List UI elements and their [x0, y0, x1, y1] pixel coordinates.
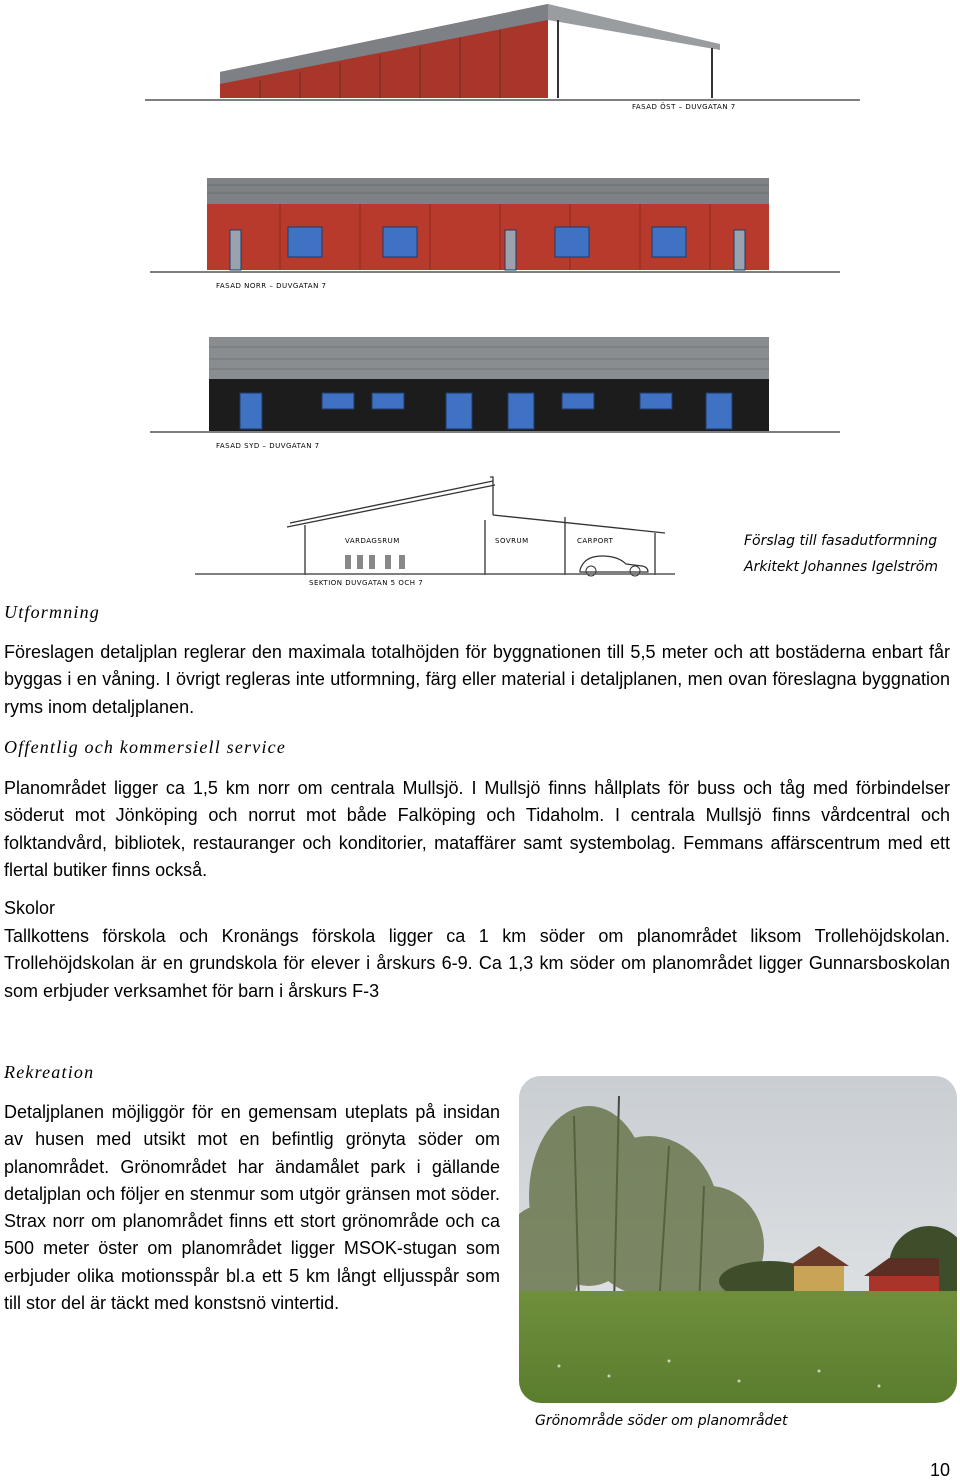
- paragraph-utformning: Föreslagen detaljplan reglerar den maximala totalhöjden för byggnationen till 5,5 meter och att bostäderna enbart får byggas i en våning. I övrigt regleras inte utformning, färg eller material i detaljplanen, men ovan föreslagna byggnation ryms inom detaljplanen.: [4, 642, 950, 717]
- facade-east-drawing: [140, 0, 880, 118]
- heading-rekreation: Rekreation: [4, 1062, 95, 1082]
- section-caption: SEKTION DUVGATAN 5 OCH 7: [309, 579, 424, 587]
- facade-north-drawing: [150, 175, 840, 295]
- paragraph-rekreation: Detaljplanen möjliggör för en gemensam uteplats på insidan av husen med utsikt mot en befintlig grönyta söder om planområdet. Grönområdet har ändamålet park i gällande detaljplan och följer en stenmur som utgör gränsen mot söder. Strax norr om planområdet finns ett stort grönområde och ca 500 meter öster om planområdet ligger MSOK-stugan som erbjuder olika motionsspår bl.a ett 5 km långt elljusspår som till stor del är täckt med konstsnö vintertid.: [4, 1102, 500, 1314]
- paragraph-service: Planområdet ligger ca 1,5 km norr om centrala Mullsjö. I Mullsjö finns hållplats för buss och tåg med förbindelser söderut mot Jönköping och norrut mot både Falköping och Tidaholm. I centrala Mullsjö finns vårdcentral och folktandvård, bibliotek, restauranger och konditorier, mataffärer samt systembolag. Femmans affärscentrum med ett flertal butiker finns också.: [4, 778, 950, 880]
- section-room-living: VARDAGSRUM: [345, 537, 400, 545]
- facade-east-caption: FASAD ÖST – DUVGATAN 7: [632, 103, 736, 111]
- facade-south-drawing: [150, 335, 840, 455]
- page-number: 10: [929, 1460, 950, 1480]
- heading-skolor: Skolor: [4, 898, 56, 918]
- photo-caption: Grönområde söder om planområdet: [535, 1413, 788, 1429]
- green-area-photo: [519, 1076, 957, 1403]
- facade-north-caption: FASAD NORR – DUVGATAN 7: [216, 282, 327, 290]
- section-room-bedroom: SOVRUM: [495, 537, 529, 545]
- heading-utformning: Utformning: [4, 602, 101, 622]
- drawing-credit: [744, 528, 938, 580]
- facade-south-caption: FASAD SYD – DUVGATAN 7: [216, 442, 320, 450]
- credit-line-2: Arkitekt Johannes Igelström: [744, 559, 938, 575]
- credit-line-1: Förslag till fasadutformning: [744, 533, 938, 549]
- paragraph-skolor: Tallkottens förskola och Kronängs förskola ligger ca 1 km söder om planområdet liksom Trollehöjdskolan. Trollehöjdskolan är en grundskola för elever i årskurs 6-9. Ca 1,3 km söder om planområdet ligger Gunnarsboskolan som erbjuder verksamhet för barn i årskurs F-3: [4, 926, 950, 1001]
- heading-service: Offentlig och kommersiell service: [4, 737, 287, 757]
- section-room-carport: CARPORT: [577, 537, 614, 545]
- section-drawing: [195, 475, 675, 590]
